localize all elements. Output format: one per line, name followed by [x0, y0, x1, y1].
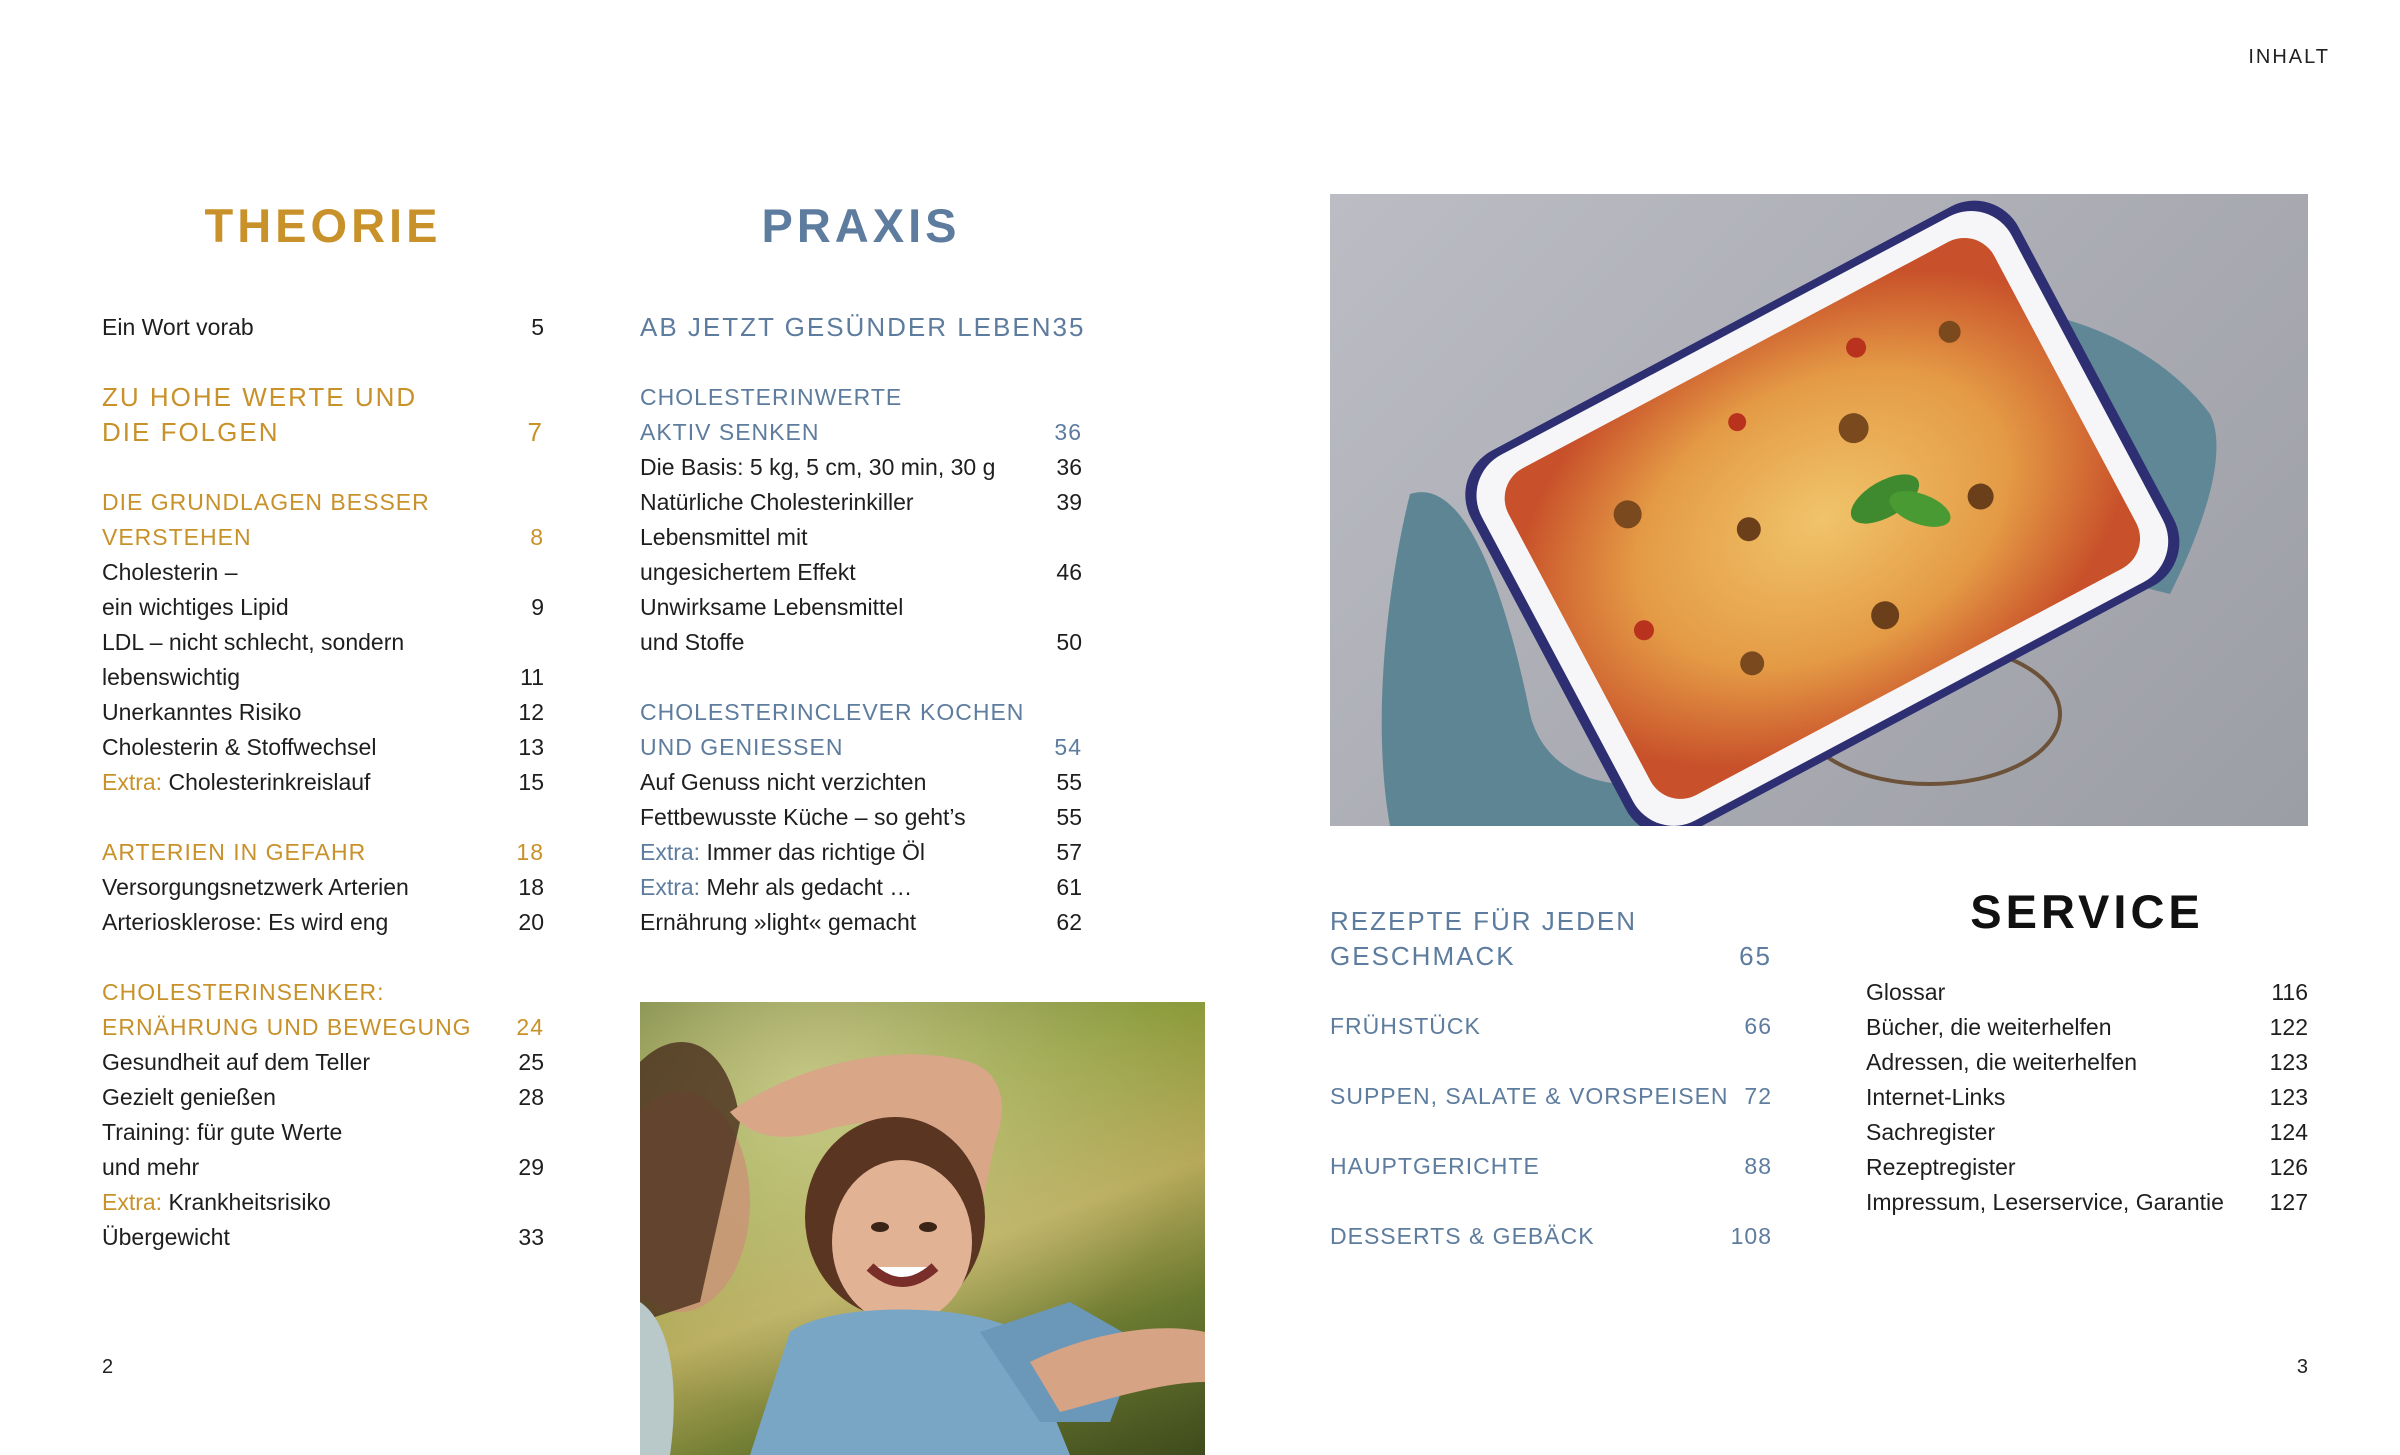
toc-entry[interactable]: [102, 1150, 544, 1185]
entry-page: 55: [1056, 769, 1082, 795]
chapter-heading[interactable]: [1330, 904, 1772, 939]
entry-label: Unwirksame Lebensmittel: [640, 594, 904, 620]
toc-entry[interactable]: [102, 1115, 544, 1150]
photo-illustration: [640, 1002, 1205, 1455]
entry-page: 7: [527, 417, 544, 447]
service-toc: [1866, 975, 2308, 1220]
entry-page: 11: [520, 664, 544, 690]
entry-label: Immer das richtige Öl: [706, 839, 926, 865]
toc-entry[interactable]: [102, 660, 544, 695]
entry-label: LDL – nicht schlecht, sondern: [102, 629, 405, 655]
entry-label: SUPPEN, SALATE & VORSPEISEN: [1330, 1083, 1729, 1109]
chapter-heading[interactable]: [640, 695, 1082, 730]
entry-label: Unerkanntes Risiko: [102, 699, 302, 725]
chapter-heading[interactable]: [102, 975, 544, 1010]
entry-label: DIE FOLGEN: [102, 417, 280, 447]
entry-label: und Stoffe: [640, 629, 745, 655]
entry-label: Ein Wort vorab: [102, 314, 254, 340]
entry-label: ZU HOHE WERTE UND: [102, 382, 418, 412]
entry-page: 9: [531, 594, 544, 620]
entry-page: 39: [1056, 489, 1082, 515]
entry-page: 18: [518, 874, 544, 900]
chapter-heading[interactable]: [102, 520, 544, 555]
entry-label: Übergewicht: [102, 1224, 230, 1250]
chapter-heading[interactable]: [102, 835, 544, 870]
extra-prefix: Extra:: [102, 769, 163, 795]
entry-label: GESCHMACK: [1330, 941, 1516, 971]
chapter-heading[interactable]: [102, 1010, 544, 1045]
entry-label: Adressen, die weiterhelfen: [1866, 1049, 2138, 1075]
chapter-heading[interactable]: [1330, 939, 1772, 974]
entry-page: 65: [1739, 941, 1772, 971]
entry-label: UND GENIESSEN: [640, 734, 844, 760]
chapter-heading[interactable]: [640, 380, 1082, 415]
entry-label: Gesundheit auf dem Teller: [102, 1049, 371, 1075]
entry-page: 13: [518, 734, 544, 760]
entry-label: Mehr als gedacht …: [706, 874, 913, 900]
chapter-heading[interactable]: [640, 310, 1086, 345]
entry-page: 33: [518, 1224, 544, 1250]
toc-entry[interactable]: [102, 590, 544, 625]
entry-label: CHOLESTERINSENKER:: [102, 979, 385, 1005]
entry-label: lebenswichtig: [102, 664, 241, 690]
entry-page: 116: [2271, 979, 2308, 1005]
page-number-left: 2: [102, 1356, 114, 1378]
entry-label: ungesichertem Effekt: [640, 559, 856, 585]
chapter-heading[interactable]: [1330, 1219, 1772, 1254]
rezepte-toc: [1330, 904, 1772, 1254]
praxis-toc: [640, 310, 1086, 940]
toc-entry[interactable]: [102, 765, 544, 800]
entry-page: 5: [531, 314, 544, 340]
toc-entry[interactable]: [640, 485, 1082, 520]
toc-entry[interactable]: [102, 870, 544, 905]
toc-entry[interactable]: [102, 730, 544, 765]
entry-page: 12: [518, 699, 544, 725]
chapter-heading[interactable]: [640, 415, 1082, 450]
entry-label: ARTERIEN IN GEFAHR: [102, 839, 367, 865]
entry-page: 20: [518, 909, 544, 935]
toc-entry[interactable]: [102, 310, 544, 345]
entry-label: Internet-Links: [1866, 1084, 2006, 1110]
entry-label: Sachregister: [1866, 1119, 1996, 1145]
entry-page: 50: [1056, 629, 1082, 655]
entry-label: Ernährung »light« gemacht: [640, 909, 917, 935]
entry-label: Versorgungsnetzwerk Arterien: [102, 874, 409, 900]
entry-page: 66: [1744, 1013, 1772, 1039]
entry-label: VERSTEHEN: [102, 524, 252, 550]
entry-label: CHOLESTERINCLEVER KOCHEN: [640, 699, 1025, 725]
entry-page: 108: [1730, 1223, 1772, 1249]
toc-entry[interactable]: [1866, 1080, 2308, 1115]
entry-label: CHOLESTERINWERTE: [640, 384, 903, 410]
theorie-title: THEORIE: [204, 199, 442, 252]
entry-page: 36: [1054, 419, 1082, 445]
toc-entry[interactable]: [1866, 1150, 2308, 1185]
entry-page: 127: [2269, 1189, 2308, 1215]
chapter-heading[interactable]: [640, 730, 1082, 765]
entry-page: 122: [2269, 1014, 2308, 1040]
toc-entry[interactable]: [640, 555, 1082, 590]
entry-page: 88: [1744, 1153, 1772, 1179]
entry-label: und mehr: [102, 1154, 200, 1180]
entry-label: Natürliche Cholesterinkiller: [640, 489, 914, 515]
entry-page: 35: [1052, 312, 1086, 342]
chapter-heading[interactable]: [1330, 1079, 1772, 1114]
toc-entry[interactable]: [102, 1220, 544, 1255]
chapter-heading[interactable]: [102, 380, 544, 415]
toc-entry[interactable]: [1866, 975, 2308, 1010]
toc-entry[interactable]: [102, 905, 544, 940]
women-exercising-photo: [640, 1002, 1205, 1455]
toc-entry[interactable]: [640, 870, 1082, 905]
entry-label: Cholesterin & Stoffwechsel: [102, 734, 377, 760]
entry-label: Impressum, Leserservice, Garantie: [1866, 1189, 2224, 1215]
entry-page: 55: [1056, 804, 1082, 830]
entry-label: Lebensmittel mit: [640, 524, 808, 550]
entry-label: ein wichtiges Lipid: [102, 594, 289, 620]
entry-page: 29: [518, 1154, 544, 1180]
entry-label: Bücher, die weiterhelfen: [1866, 1014, 2112, 1040]
toc-entry[interactable]: [640, 835, 1082, 870]
entry-label: Gezielt genießen: [102, 1084, 276, 1110]
entry-label: DESSERTS & GEBÄCK: [1330, 1223, 1595, 1249]
entry-label: Glossar: [1866, 979, 1946, 1005]
entry-page: 126: [2269, 1154, 2308, 1180]
entry-page: 8: [530, 524, 544, 550]
toc-entry[interactable]: [102, 1045, 544, 1080]
entry-page: 18: [516, 839, 544, 865]
entry-label: FRÜHSTÜCK: [1330, 1013, 1481, 1039]
extra-prefix: Extra:: [102, 1189, 163, 1215]
entry-page: 123: [2269, 1049, 2308, 1075]
service-title: SERVICE: [1970, 885, 2204, 938]
theorie-toc: [102, 310, 544, 1255]
chapter-heading[interactable]: [1330, 1009, 1772, 1044]
entry-label: Fettbewusste Küche – so geht’s: [640, 804, 966, 830]
entry-label: HAUPTGERICHTE: [1330, 1153, 1540, 1179]
section-label: INHALT: [2248, 46, 2330, 68]
extra-prefix: Extra:: [640, 874, 701, 900]
toc-entry[interactable]: [102, 555, 544, 590]
entry-page: 25: [518, 1049, 544, 1075]
toc-entry[interactable]: [1866, 1115, 2308, 1150]
toc-entry[interactable]: [640, 590, 1082, 625]
entry-label: Auf Genuss nicht verzichten: [640, 769, 927, 795]
entry-label: Krankheitsrisiko: [168, 1189, 331, 1215]
entry-label: AKTIV SENKEN: [640, 419, 820, 445]
entry-label: Training: für gute Werte: [102, 1119, 343, 1145]
chapter-heading[interactable]: [1330, 1149, 1772, 1184]
entry-label: ERNÄHRUNG UND BEWEGUNG: [102, 1014, 472, 1040]
chapter-heading[interactable]: [102, 485, 544, 520]
entry-page: 28: [518, 1084, 544, 1110]
entry-label: AB JETZT GESÜNDER LEBEN: [640, 312, 1053, 342]
entry-page: 15: [518, 769, 544, 795]
toc-entry[interactable]: [640, 520, 1082, 555]
toc-entry[interactable]: [1866, 1185, 2308, 1220]
toc-entry[interactable]: [640, 765, 1082, 800]
extra-prefix: Extra:: [640, 839, 701, 865]
chapter-heading[interactable]: [102, 415, 544, 450]
entry-page: 57: [1056, 839, 1082, 865]
toc-entry[interactable]: [640, 625, 1082, 660]
entry-label: Rezeptregister: [1866, 1154, 2016, 1180]
entry-page: 54: [1054, 734, 1082, 760]
entry-label: DIE GRUNDLAGEN BESSER: [102, 489, 430, 515]
photo-illustration: [1330, 194, 2308, 826]
entry-label: Arteriosklerose: Es wird eng: [102, 909, 389, 935]
lasagna-photo: [1330, 194, 2308, 826]
entry-label: Die Basis: 5 kg, 5 cm, 30 min, 30 g: [640, 454, 996, 480]
page-number-right: 3: [2296, 1356, 2308, 1378]
entry-label: Cholesterin –: [102, 559, 238, 585]
toc-entry[interactable]: [1866, 1045, 2308, 1080]
entry-page: 46: [1056, 559, 1082, 585]
entry-page: 24: [516, 1014, 544, 1040]
entry-page: 62: [1056, 909, 1082, 935]
toc-entry[interactable]: [640, 905, 1082, 940]
entry-page: 61: [1056, 874, 1082, 900]
praxis-title: PRAXIS: [761, 199, 961, 252]
entry-label: Cholesterinkreislauf: [168, 769, 371, 795]
toc-entry[interactable]: [640, 800, 1082, 835]
toc-entry[interactable]: [102, 1080, 544, 1115]
entry-label: REZEPTE FÜR JEDEN: [1330, 906, 1638, 936]
toc-entry[interactable]: [102, 695, 544, 730]
entry-page: 36: [1056, 454, 1082, 480]
toc-entry[interactable]: [640, 450, 1082, 485]
entry-page: 72: [1744, 1083, 1772, 1109]
toc-entry[interactable]: [1866, 1010, 2308, 1045]
entry-page: 124: [2269, 1119, 2308, 1145]
entry-page: 123: [2269, 1084, 2308, 1110]
toc-entry[interactable]: [102, 1185, 544, 1220]
toc-entry[interactable]: [102, 625, 544, 660]
